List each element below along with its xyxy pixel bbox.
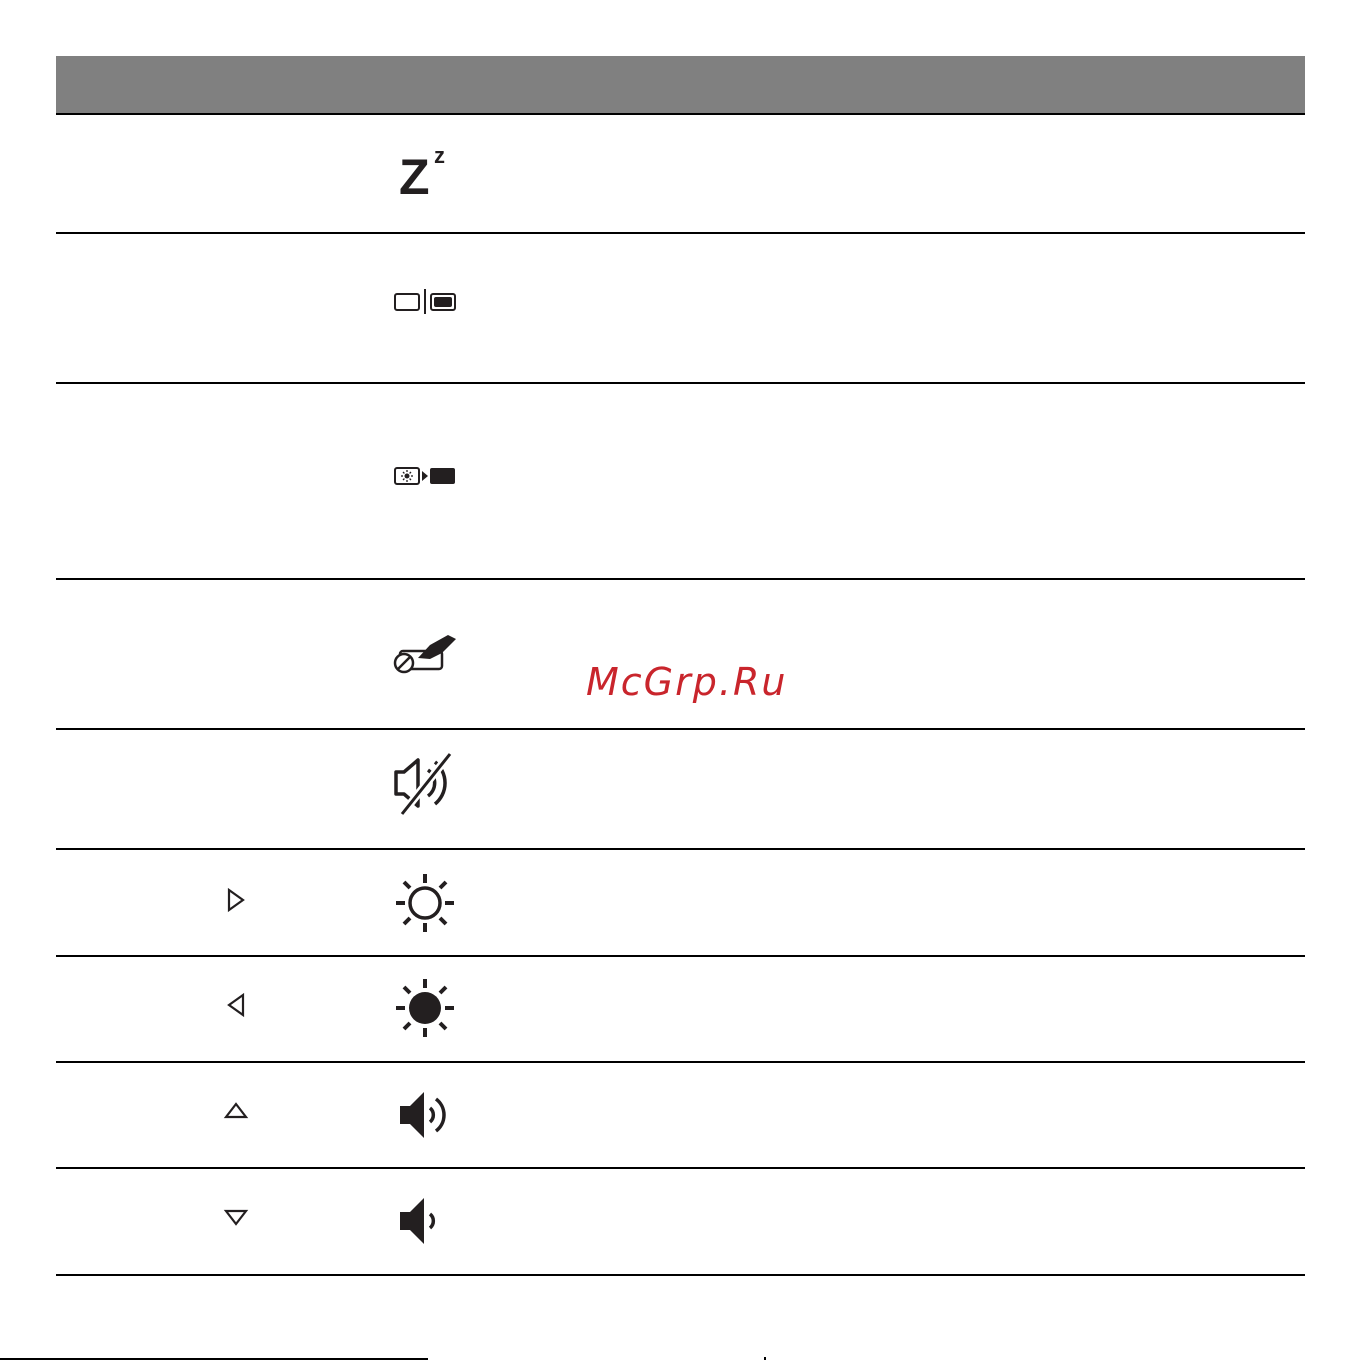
touchpad-toggle-icon (390, 613, 460, 683)
table-row (56, 384, 1305, 580)
speaker-mute-icon (390, 748, 460, 818)
arrow-up-icon (222, 1097, 250, 1125)
table-row (56, 580, 1305, 730)
table-row (56, 1063, 1305, 1169)
arrow-left-icon (222, 991, 250, 1019)
table-row (56, 730, 1305, 850)
table-row (56, 850, 1305, 957)
display-toggle-icon (390, 267, 460, 337)
volume-down-icon (390, 1186, 460, 1256)
table-row (56, 957, 1305, 1063)
footer-rule (0, 1358, 428, 1360)
svg-text:z: z (434, 143, 445, 168)
table-row (56, 115, 1305, 234)
arrow-right-icon (222, 886, 250, 914)
table-row (56, 1169, 1305, 1276)
arrow-down-icon (222, 1203, 250, 1231)
brightness-up-icon (390, 868, 460, 938)
sleep-zz-icon (390, 135, 460, 205)
watermark-text: McGrp.Ru (586, 660, 788, 704)
svg-text:Z: Z (399, 149, 430, 205)
footer-mark (764, 1357, 766, 1360)
table-header (56, 56, 1305, 115)
volume-up-icon (390, 1080, 460, 1150)
brightness-down-icon (390, 973, 460, 1043)
table-row (56, 234, 1305, 384)
screen-blank-icon (390, 441, 460, 511)
